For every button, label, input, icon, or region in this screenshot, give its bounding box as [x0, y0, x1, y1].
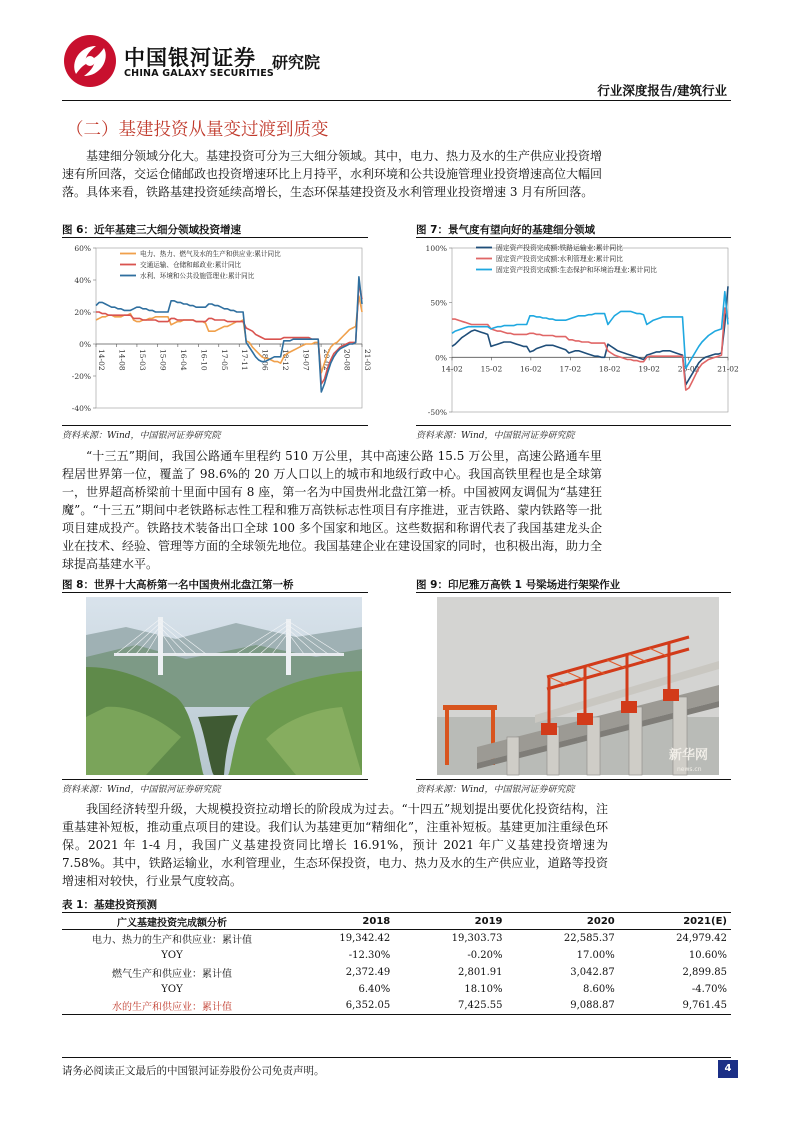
table-cell: 6,352.05 [282, 998, 394, 1015]
figure-7-title: 图 7：景气度有望向好的基建细分领域 [416, 224, 595, 236]
table-cell: 6.40% [358, 983, 391, 995]
table-title: 表 1：基建投资预测 [62, 899, 157, 911]
x-tick-label: 19-02 [638, 364, 660, 374]
paragraph-1: 基建细分领域分化大。基建投资可分为三大细分领域。其中，电力、热力及水的生产供应业投资增速有所回落，交运仓储邮政也投资增速环比上月持平，水利环境和公共设施管理业投资增速高位大幅回落。具体来看，铁路基建投资延续高增长，生态环保基建投资及水利管理业投资增速 3 月有所回落。 [62, 149, 603, 199]
x-tick-label: 20-08 [342, 349, 352, 371]
x-tick-label: 20-02 [322, 349, 332, 371]
photo-watermark-cn: 新华网 [669, 748, 709, 763]
x-tick-label: 16-10 [199, 349, 209, 371]
figure-7-title-rule [416, 237, 731, 238]
table-cell: 2,372.49 [345, 966, 391, 978]
table-cell: 3,042.87 [570, 966, 615, 978]
table-cell: 18.10% [464, 983, 503, 995]
x-tick-label: 17-05 [219, 349, 229, 371]
table-header-2019: 2019 [394, 913, 506, 930]
figure-7-source: 资料来源：Wind，中国银河证券研究院 [416, 431, 575, 441]
table-cell: -4.70% [691, 983, 727, 995]
y-tick-label: 20% [74, 308, 91, 317]
table-header-label: 广义基建投资完成额分析 [62, 913, 282, 930]
figure-7-bottom-rule [416, 425, 731, 426]
table-cell: -0.20% [467, 949, 503, 961]
photo-watermark-en: news.cn [677, 766, 702, 773]
x-tick-label: 17-02 [559, 364, 582, 374]
figure-9-title: 图 9：印尼雅万高铁 1 号梁场进行架梁作业 [416, 579, 621, 591]
y-tick-label: 100% [425, 244, 447, 253]
table-row-label: 燃气生产和供应业：累计值 [112, 968, 232, 980]
table-cell: 17.00% [576, 949, 615, 961]
table-cell: 2,801.91 [457, 966, 503, 978]
figure-8-title: 图 8：世界十大高桥第一名中国贵州北盘江第一桥 [62, 579, 294, 591]
disclaimer-note: 请务必阅读正文最后的中国银河证券股份公司免责声明。 [62, 1065, 325, 1077]
x-tick-label: 15-03 [137, 349, 147, 371]
forecast-table [62, 912, 731, 1015]
figure-7-chart [416, 240, 739, 422]
paragraph-2: “十三五”期间，我国公路通车里程约 510 万公里，其中高速公路 15.5 万公里，高速公路通车里程居世界第一位，覆盖了 98.6%的 20 万人口以上的城市和地级行政中心。我国高铁里程也是全球第一，世界超高桥梁前十里面中国有 8 座，第一名为中国贵州北盘江第一桥。中国被网友调侃为“基建狂魔”。“十三五”期间中老铁路标志性工程和雅万高铁标志性项目有序推进，亚吉铁路、蒙内铁路等一批项目建成投产。铁路技术装备出口全球 100 多个国家和地区。这些数据和称谓代表了我国基建龙头企业在技术、经验、管理等方面的全球领先地位。我国基建企业在建设国家的同时，也积极出海，助力全球提高基建水平。 [62, 449, 603, 571]
institute-label: 研究院 [272, 53, 321, 72]
legend-label: 水利、环境和公共设施管理业:累计同比 [140, 272, 255, 280]
table-cell: 19,342.42 [339, 932, 391, 944]
y-tick-label: -20% [71, 372, 91, 381]
x-tick-label: 21-02 [717, 364, 739, 374]
report-type: 行业深度报告/建筑行业 [597, 83, 727, 98]
table-row [62, 998, 731, 1015]
x-tick-label: 15-02 [480, 364, 503, 374]
figure-9-title-rule [416, 592, 731, 593]
figure-9-source: 资料来源：Wind，中国银河证券研究院 [416, 785, 575, 795]
x-tick-label: 14-02 [97, 349, 106, 371]
x-tick-label: 18-06 [260, 349, 270, 371]
x-tick-label: 17-11 [240, 349, 250, 371]
table-cell: 22,585.37 [563, 932, 615, 944]
series-line [452, 308, 728, 390]
legend-label: 电力、热力、燃气及水的生产和供应业:累计同比 [140, 250, 281, 258]
table-cell: 19,303.73 [451, 932, 503, 944]
company-logo [62, 34, 118, 88]
x-tick-label: 21-03 [363, 349, 372, 371]
table-row-label: YOY [161, 983, 183, 995]
figure-6-chart [62, 240, 370, 422]
x-tick-label: 18-12 [281, 349, 291, 371]
figure-6-title-rule [62, 237, 368, 238]
x-tick-label: 14-02 [441, 364, 463, 374]
table-row-label: 水的生产和供应业：累计值 [62, 998, 282, 1015]
x-tick-label: 16-02 [520, 364, 542, 374]
table-row [62, 964, 731, 981]
table-cell: -12.30% [348, 949, 391, 961]
table-row [62, 930, 731, 947]
table-row [62, 947, 731, 964]
table-row [62, 981, 731, 998]
table-cell: 24,979.42 [676, 932, 727, 944]
figure-6-source: 资料来源：Wind，中国银河证券研究院 [62, 431, 221, 441]
legend-label: 固定资产投资完成额:铁路运输业:累计同比 [496, 244, 623, 252]
table-cell: 8.60% [582, 983, 615, 995]
figure-6-title: 图 6：近年基建三大细分领域投资增速 [62, 224, 241, 236]
section-title: （二）基建投资从量变过渡到质变 [66, 120, 329, 140]
y-tick-label: 0% [79, 340, 91, 349]
x-tick-label: 18-02 [598, 364, 621, 374]
y-tick-label: 50% [430, 298, 447, 308]
table-header-2020: 2020 [507, 913, 619, 930]
header-divider [62, 100, 731, 101]
bridge-photo [86, 597, 362, 775]
table-cell: 10.60% [688, 949, 727, 961]
figure-8-bottom-rule [62, 779, 368, 780]
table-cell: 7,425.55 [394, 998, 506, 1015]
table-cell: 9,088.87 [507, 998, 619, 1015]
y-tick-label: 60% [74, 244, 91, 253]
brand-name-cn: 中国银河证券 [124, 46, 256, 70]
figure-9-bottom-rule [416, 779, 731, 780]
x-tick-label: 15-09 [158, 349, 168, 371]
figure-8-title-rule [62, 592, 368, 593]
legend-label: 固定资产投资完成额:生态保护和环境治理业:累计同比 [496, 266, 657, 274]
y-tick-label: 0% [435, 353, 447, 363]
series-line [96, 277, 362, 392]
figure-6-bottom-rule [62, 425, 368, 426]
table-row-label: 电力、热力的生产和供应业：累计值 [92, 934, 252, 946]
footer-divider [62, 1057, 731, 1058]
y-tick-label: 40% [74, 276, 91, 285]
railway-construction-photo [437, 597, 719, 775]
page-number: 4 [718, 1060, 738, 1078]
y-tick-label: -50% [427, 408, 447, 417]
table-header-2021e: 2021(E) [619, 913, 731, 930]
x-tick-label: 16-04 [178, 349, 188, 371]
table-header-2018: 2018 [282, 913, 394, 930]
figure-8-source: 资料来源：Wind，中国银河证券研究院 [62, 785, 221, 795]
x-tick-label: 20-02 [677, 364, 700, 374]
table-row-label: YOY [161, 949, 183, 961]
y-tick-label: -40% [71, 404, 91, 413]
table-cell: 9,761.45 [619, 998, 731, 1015]
table-cell: 2,899.85 [682, 966, 727, 978]
legend-label: 交通运输、仓储和邮政业:累计同比 [140, 261, 242, 269]
x-tick-label: 19-07 [301, 349, 311, 371]
x-tick-label: 14-08 [117, 349, 127, 371]
legend-label: 固定资产投资完成额:水利管理业:累计同比 [496, 255, 623, 263]
paragraph-3: 我国经济转型升级，大规模投资拉动增长的阶段成为过去。“十四五”规划提出要优化投资结构，注重基建补短板，推动重点项目的建设。我们认为基建更加“精细化”，注重补短板。基建更加注重绿色环保。2021 年 1-4 月，我国广义基建投资同比增长 16.91%，预计 2021 年广义基建投资增速为 7.58%。其中，铁路运输业，水利管理业，生态环保投资，电力、热力及水的生产供应业，道路等投资增速相对较快，行业景气度较高。 [62, 802, 608, 888]
table-header-row [62, 913, 731, 930]
brand-name-en: CHINA GALAXY SECURITIES [124, 68, 274, 79]
